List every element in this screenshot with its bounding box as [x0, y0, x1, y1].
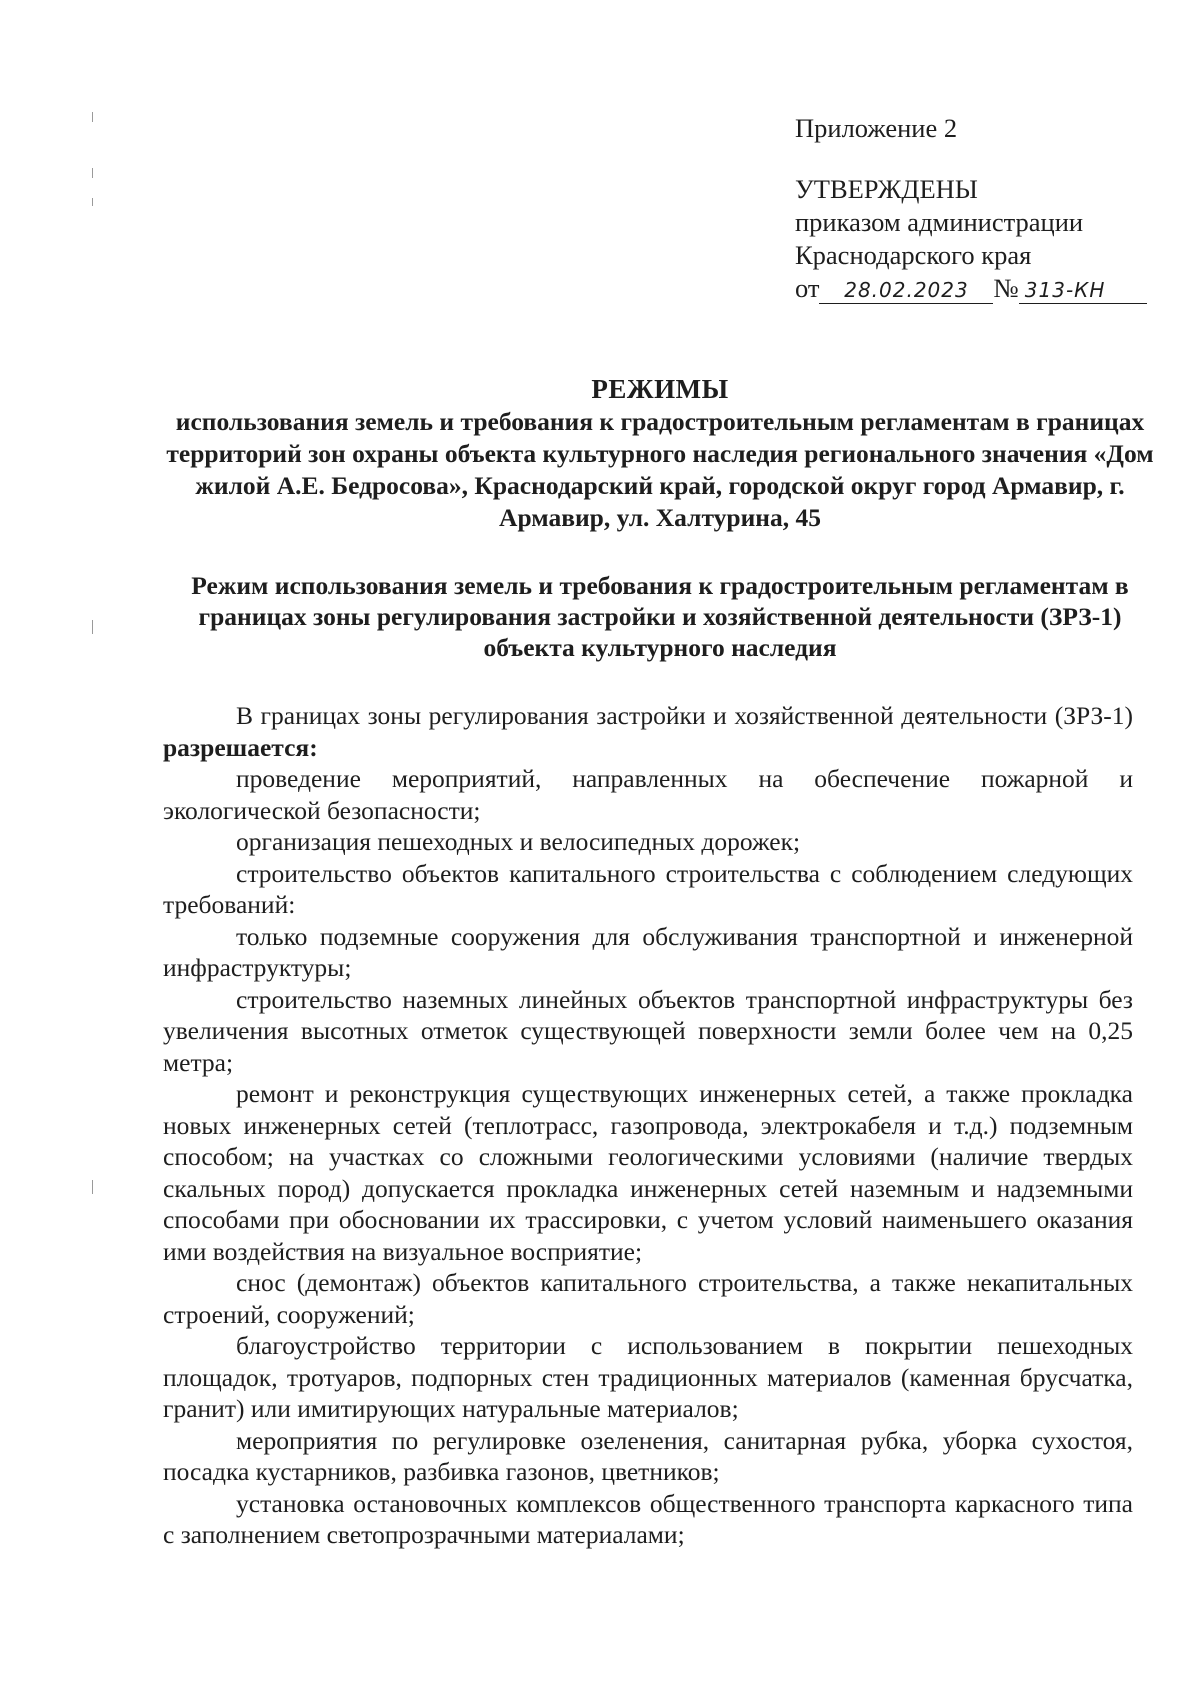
handwritten-date: 28.02.2023 — [819, 277, 993, 304]
list-item: установка остановочных комплексов общественного транспорта каркасного типа с заполнением светопрозрачными материалами; — [163, 1488, 1133, 1549]
document-title-block — [160, 372, 1160, 534]
document-title: РЕЖИМЫ — [591, 374, 729, 404]
approved-label: УТВЕРЖДЕНЫ — [795, 174, 978, 204]
document-body — [163, 700, 1133, 1551]
list-item: благоустройство территории с использованием в покрытии пешеходных площадок, тротуаров, подпорных стен традиционных материалов (каменная брусчатка, гранит) или имитирующих натуральные материалов; — [163, 1331, 1133, 1423]
number-prefix: № — [993, 273, 1019, 303]
list-item: мероприятия по регулировке озеленения, санитарная рубка, уборка сухостоя, посадка кустарников, разбивка газонов, цветников; — [163, 1425, 1133, 1486]
list-item: организация пешеходных и велосипедных дорожек; — [236, 827, 801, 856]
handwritten-number: 313-КН — [1019, 277, 1147, 304]
list-item: проведение мероприятий, направленных на обеспечение пожарной и экологической безопасности; — [163, 764, 1133, 825]
list-item: строительство наземных линейных объектов транспортной инфраструктуры без увеличения высотных отметок существующей поверхности земли более чем на 0,25 метра; — [163, 984, 1133, 1077]
scan-margin-mark — [92, 620, 93, 634]
scan-margin-mark — [92, 112, 93, 122]
list-item: строительство объектов капитального строительства с соблюдением следующих требований: — [163, 858, 1133, 919]
date-prefix: от — [795, 273, 820, 303]
list-item: снос (демонтаж) объектов капитального строительства, а также некапитальных строений, сооружений; — [163, 1268, 1133, 1329]
intro-bold: разрешается: — [163, 732, 318, 762]
document-subtitle: использования земель и требования к градостроительным регламентам в границах территорий зон охраны объекта культурного наследия регионального значения «Дом жилой А.Е. Бедросова», Краснодарский край, городской округ город Армавир, г. Армавир, ул. Халтурина, 45 — [166, 407, 1154, 532]
region-label: Краснодарского края — [795, 240, 1032, 270]
list-item: ремонт и реконструкция существующих инженерных сетей, а также прокладка новых инженерных сетей (теплотрасс, газопровода, электрокабеля и т.д.) подземным способом; на участках со сложными геологическими условиями (наличие твердых скальных пород) допускается прокладка инженерных сетей наземным и надземными способами при обосновании их трассировки, с учетом условий наименьшего оказания ими воздействия на визуальное восприятие; — [163, 1079, 1133, 1266]
intro-paragraph — [163, 700, 1133, 763]
approval-block — [795, 112, 1175, 305]
list-item: только подземные сооружения для обслуживания транспортной и инженерной инфраструктуры; — [163, 921, 1133, 982]
scan-margin-mark — [92, 1180, 93, 1194]
order-label: приказом администрации — [795, 207, 1084, 237]
scan-margin-mark — [92, 198, 93, 206]
appendix-label: Приложение 2 — [795, 113, 958, 143]
date-number-line — [795, 272, 1175, 305]
intro-text: В границах зоны регулирования застройки и хозяйственной деятельности (ЗРЗ-1) — [236, 701, 1133, 730]
scan-margin-mark — [92, 168, 93, 178]
section-title: Режим использования земель и требования к градостроительным регламентам в границах зоны регулирования застройки и хозяйственной деятельности (ЗРЗ-1) объекта культурного наследия — [191, 571, 1129, 662]
